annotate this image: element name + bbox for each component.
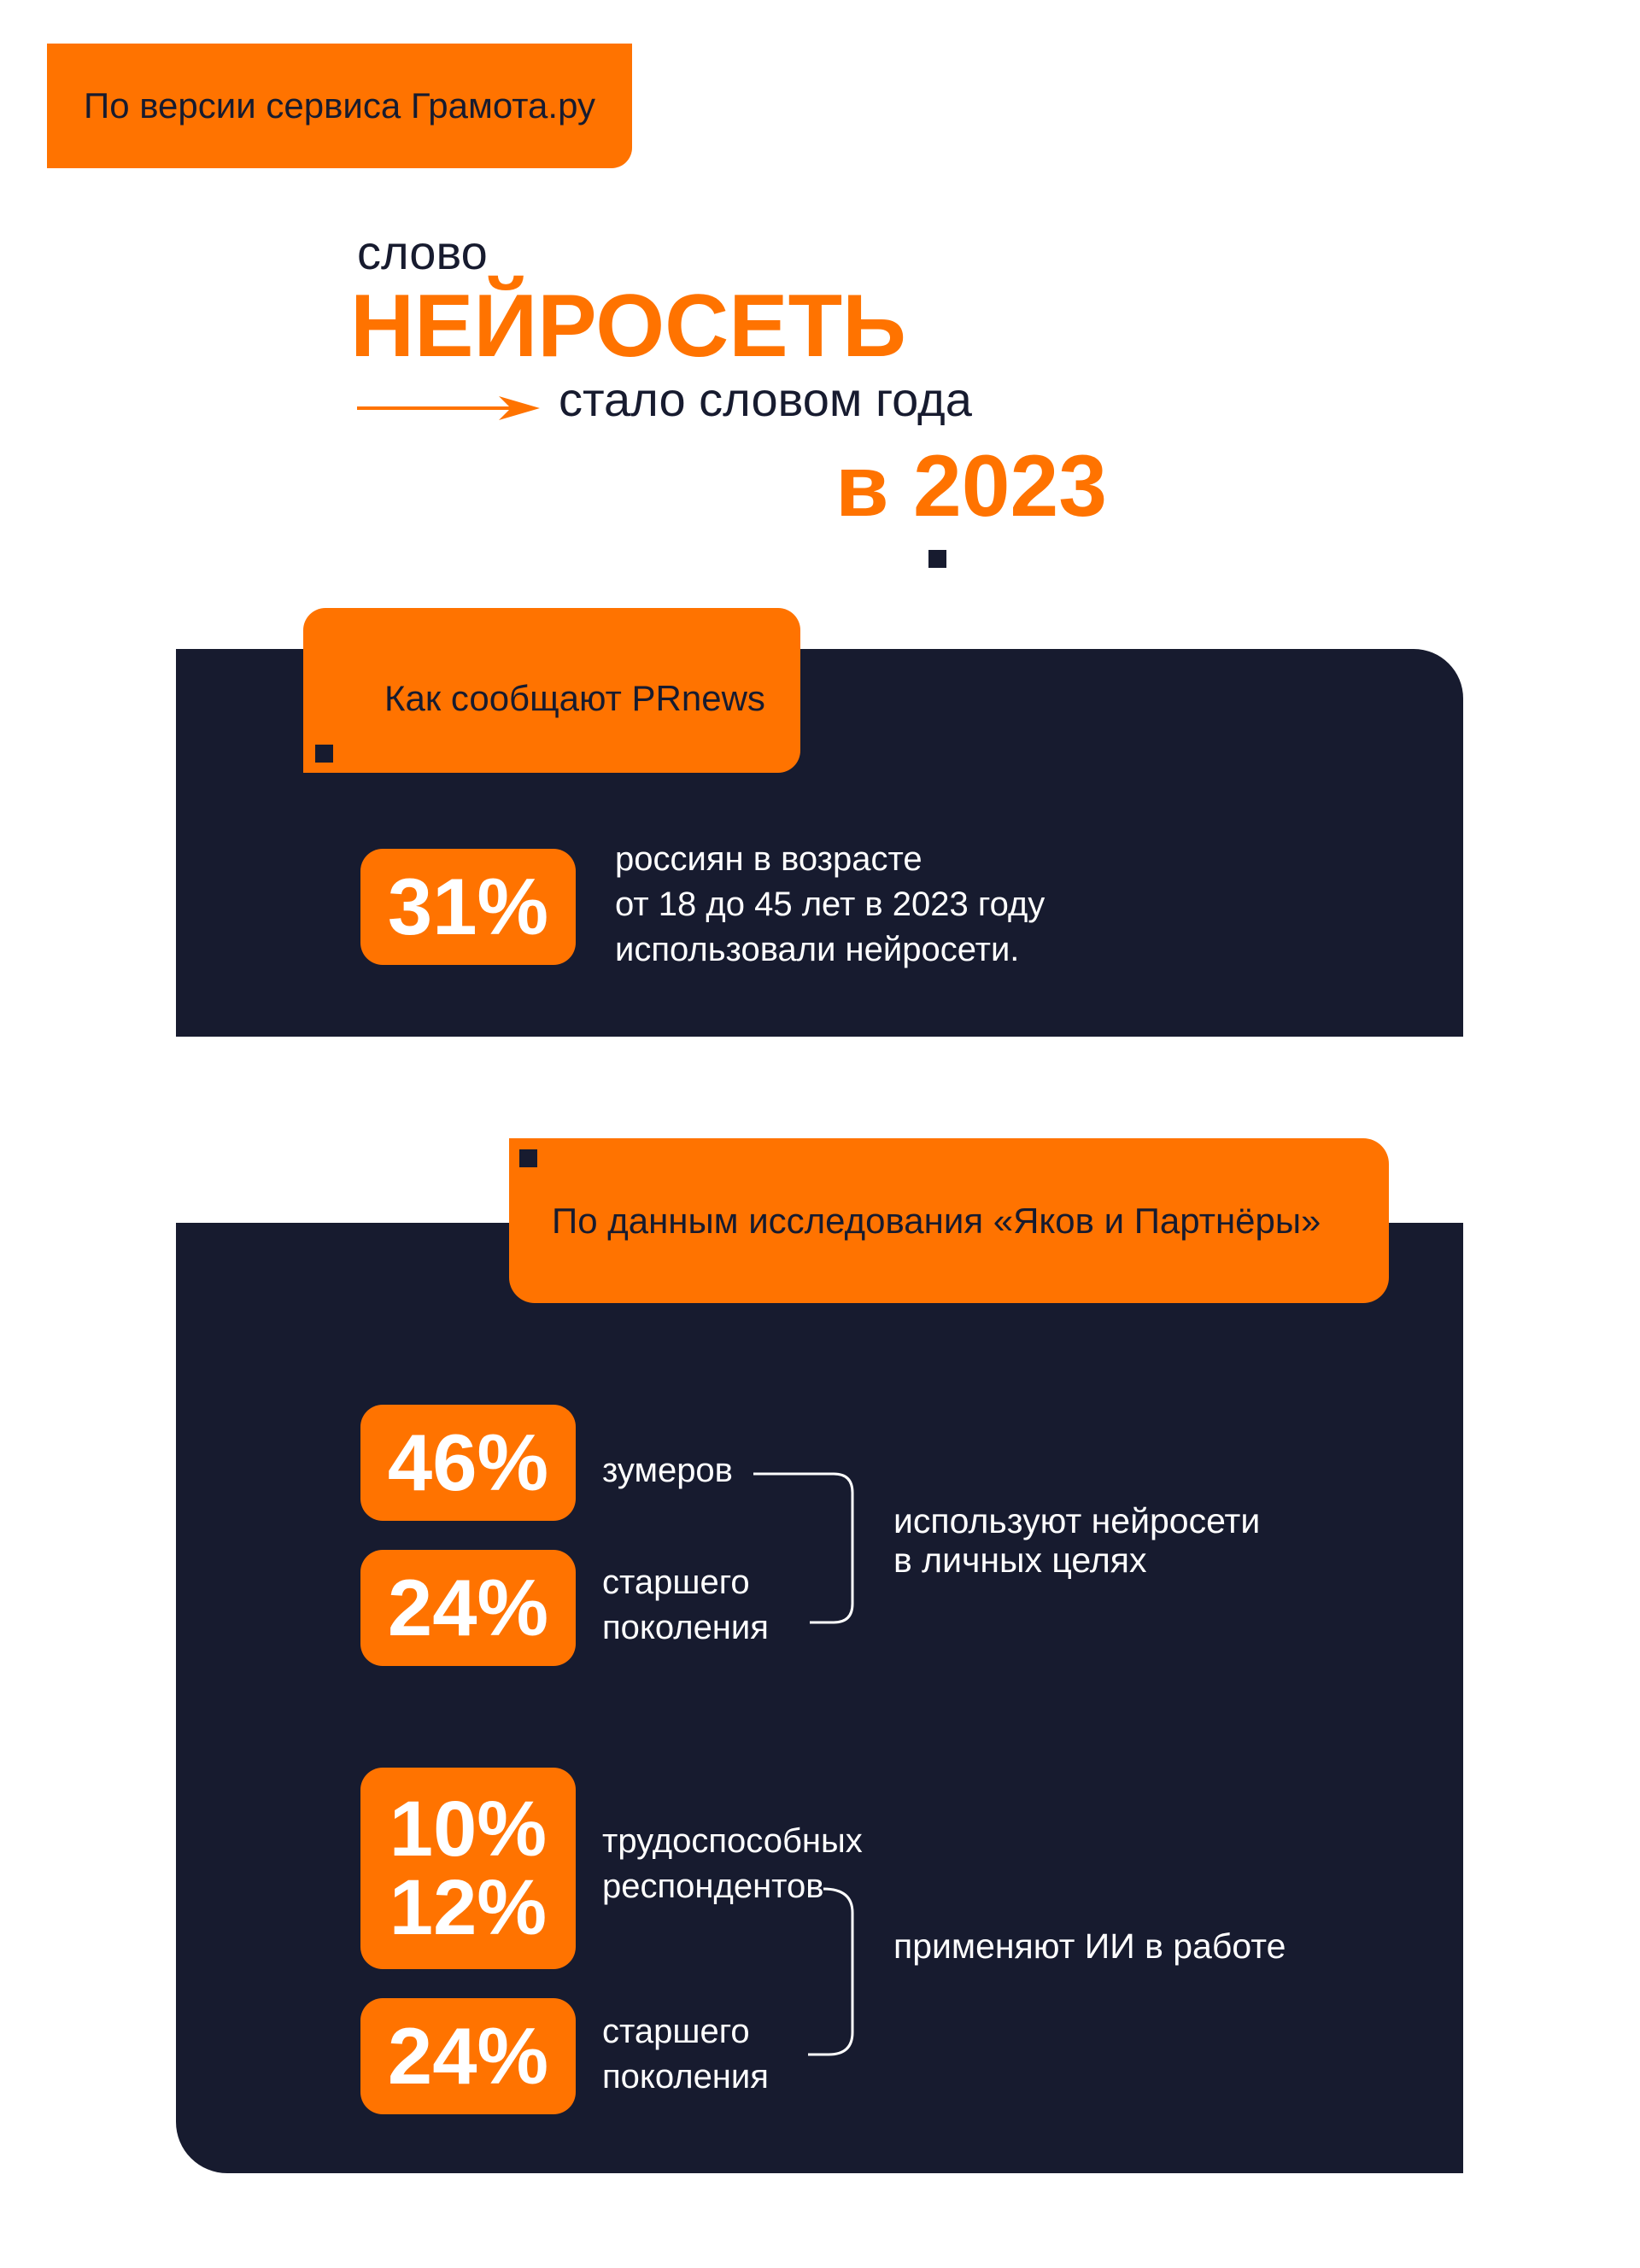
prnews-tab [303, 608, 800, 773]
source-tag-text: По версии сервиса Грамота.ру [84, 85, 595, 126]
prnews-tab-label: Как сообщают PRnews [384, 677, 765, 718]
headline-subtitle: стало словом года [559, 372, 972, 426]
group-caption [893, 1501, 1260, 1580]
headline-word: НЕЙРОСЕТЬ [350, 277, 906, 376]
group-caption-line: в личных целях [893, 1540, 1147, 1580]
stat-value: 12% [389, 1864, 548, 1951]
stat-value: 31% [387, 862, 549, 951]
stat-label [602, 2009, 769, 2100]
stat-value: 24% [387, 2011, 549, 2101]
stat-label-line: старшего [602, 2013, 750, 2050]
stat-label-line: зумеров [602, 1452, 733, 1489]
stat-badge [360, 849, 576, 965]
stat-description-line: от 18 до 45 лет в 2023 году [615, 886, 1046, 923]
headline-year: в 2023 [835, 437, 1107, 535]
decor-square [928, 550, 946, 568]
stat-badge [360, 1768, 576, 1969]
group-bracket [752, 1467, 859, 1626]
stat-label-line: поколения [602, 2058, 769, 2096]
stat-label-line: поколения [602, 1609, 769, 1646]
headline-prefix: слово [357, 225, 488, 279]
source-tag [47, 44, 632, 168]
stat-value: 24% [387, 1563, 549, 1652]
group-caption-line: используют нейросети [893, 1501, 1261, 1540]
group-caption-line: применяют ИИ в работе [893, 1926, 1286, 1966]
decor-square [315, 745, 333, 763]
stat-badge [360, 1405, 576, 1521]
stat-label [602, 1560, 769, 1651]
decor-square [519, 1149, 537, 1167]
stat-value: 10% [389, 1786, 548, 1873]
group-bracket [803, 1887, 859, 2058]
stat-description-line: россиян в возрасте [615, 840, 922, 878]
group-caption [893, 1926, 1286, 1966]
stat-badge [360, 1998, 576, 2114]
arrow-right-icon [357, 395, 540, 422]
stat-label-line: трудоспособных [602, 1822, 863, 1860]
stat-description [615, 837, 1045, 973]
stat-label [602, 1448, 733, 1493]
stat-label-line: респондентов [602, 1868, 824, 1905]
stat-badge [360, 1550, 576, 1666]
stat-description-line: использовали нейросети. [615, 931, 1020, 968]
stat-label-line: старшего [602, 1564, 750, 1601]
research-tab-label: По данным исследования «Яков и Партнёры» [552, 1200, 1321, 1241]
research-tab [509, 1138, 1389, 1303]
stat-value: 46% [387, 1418, 549, 1507]
